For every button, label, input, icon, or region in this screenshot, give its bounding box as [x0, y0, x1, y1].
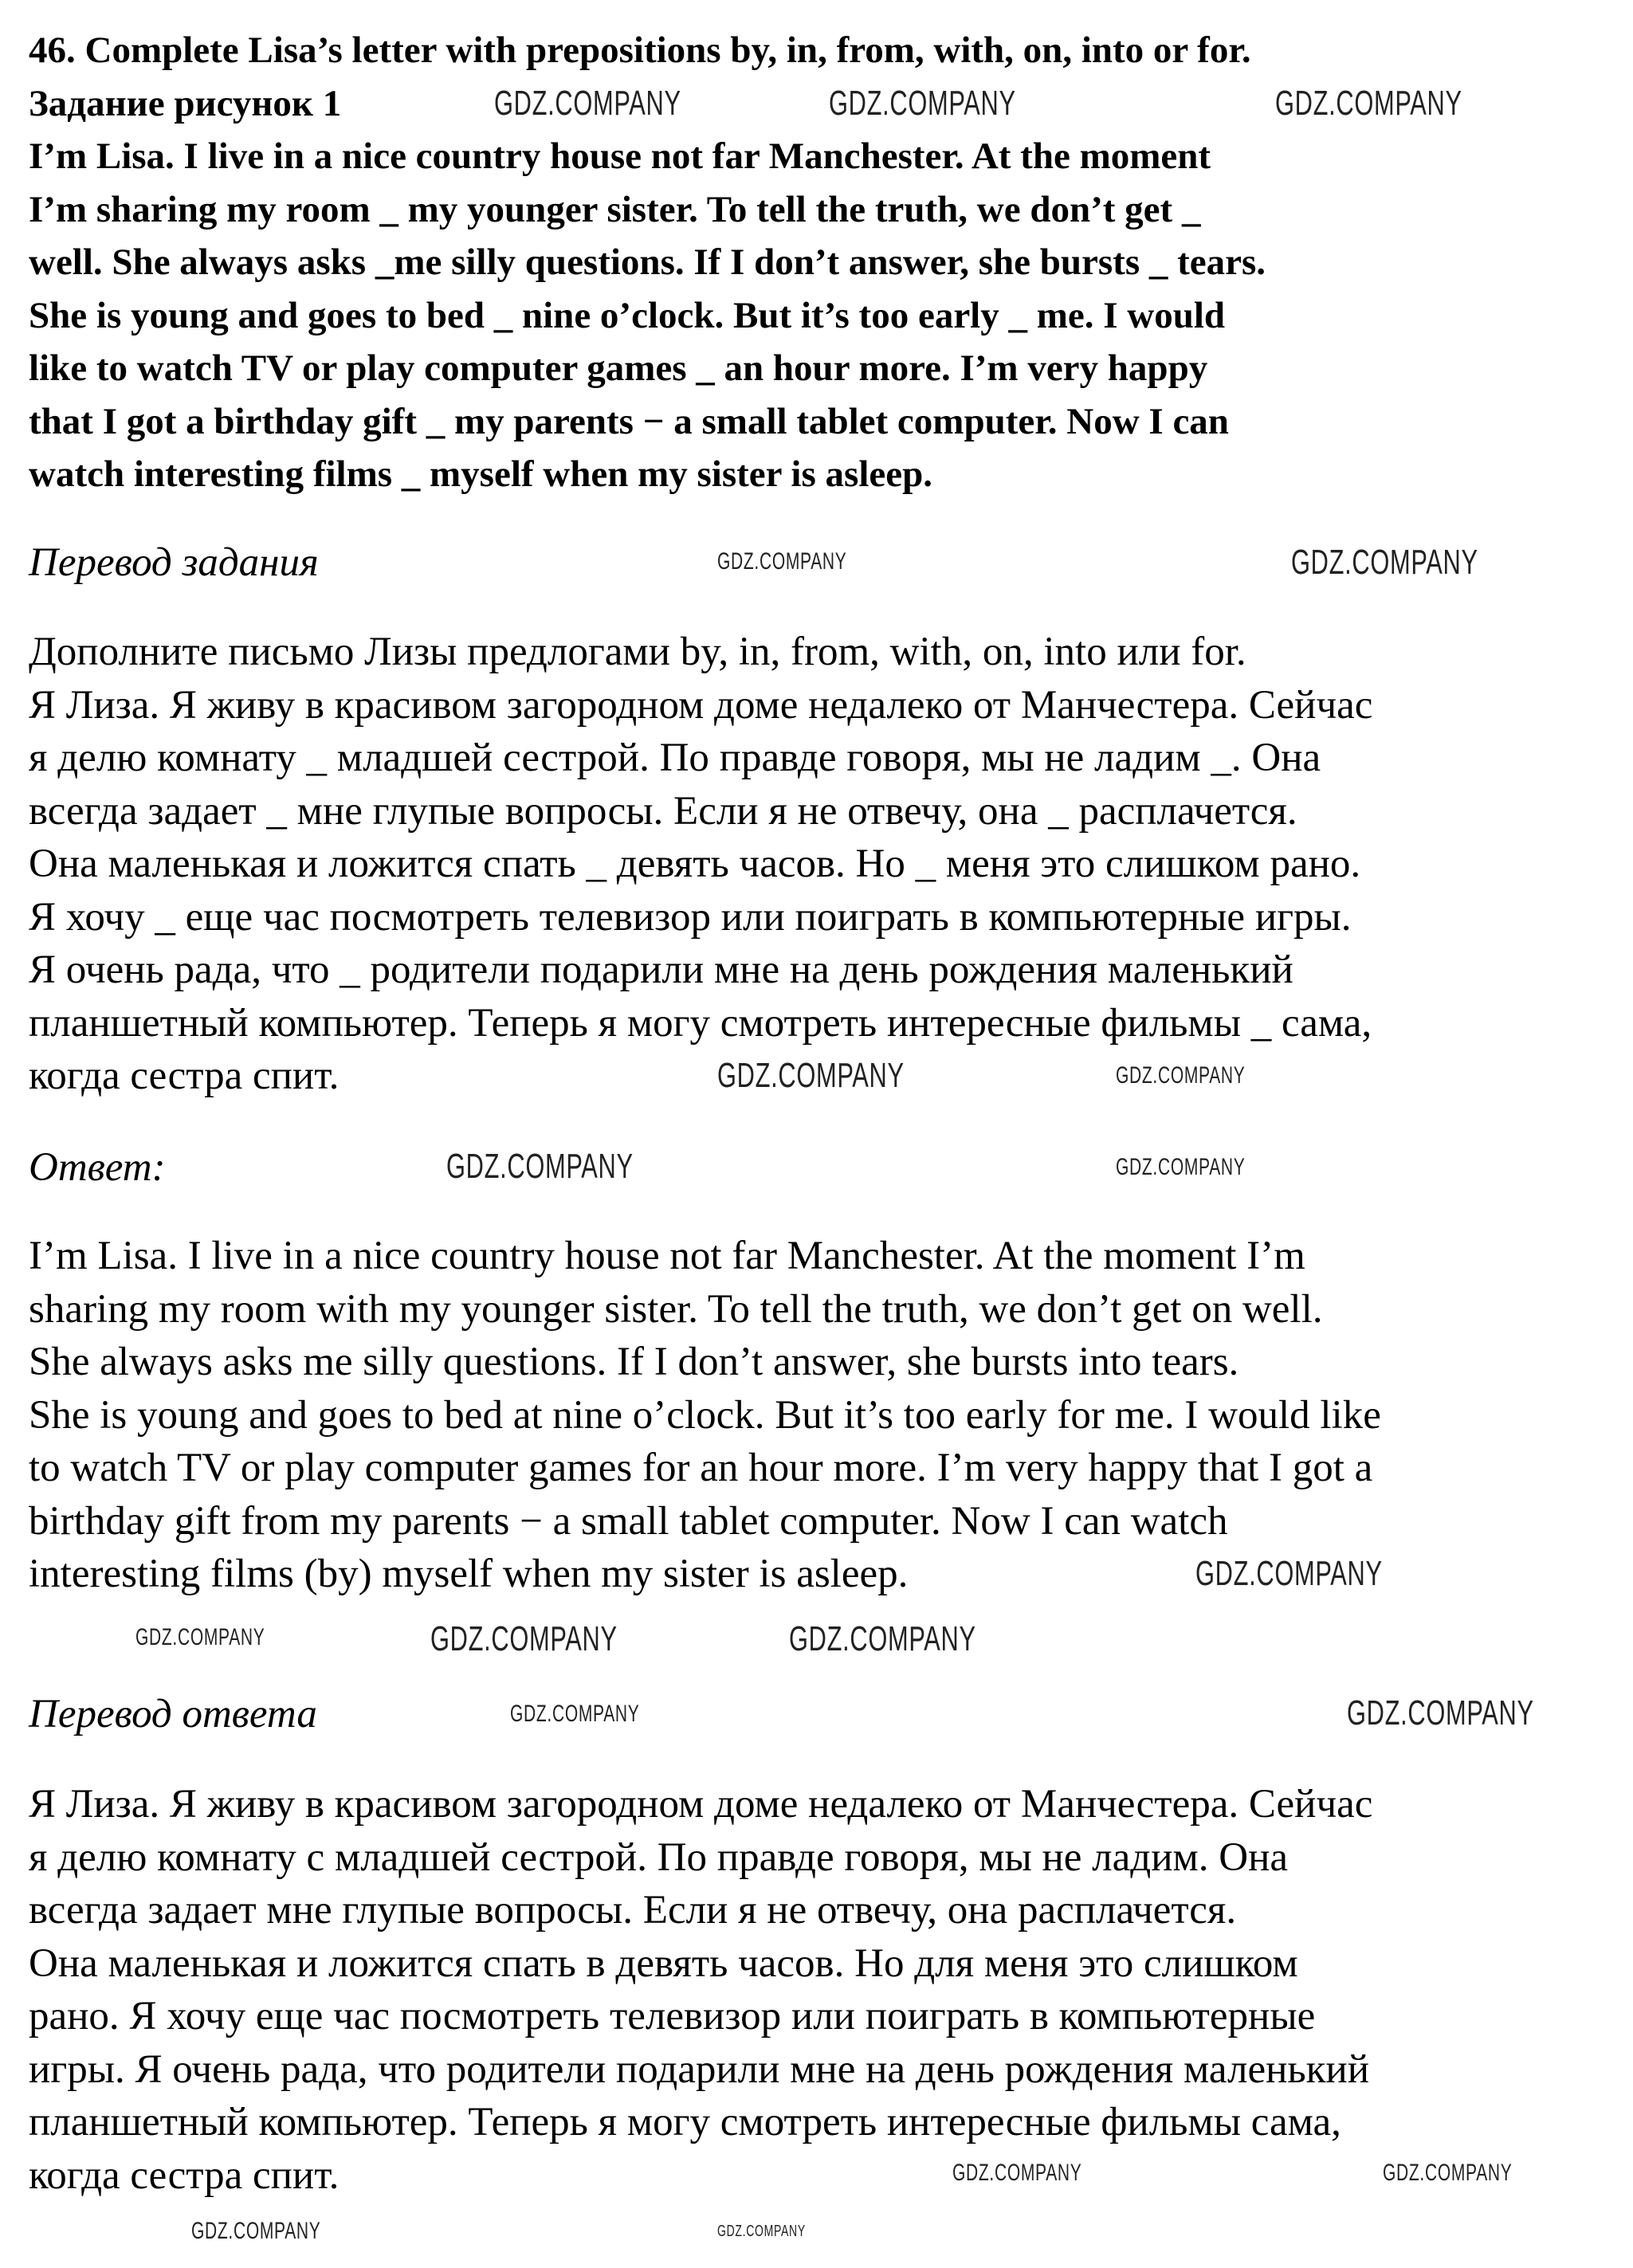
- watermark: GDZ.COMPANY: [1116, 1154, 1246, 1180]
- watermark: GDZ.COMPANY: [717, 1056, 905, 1095]
- task-line: I’m Lisa. I live in a nice country house not far Manchester. At the moment: [29, 135, 1211, 177]
- answer-line: interesting films (by) myself when my sister is asleep.: [29, 1552, 909, 1596]
- answer-translation-line: рано. Я хочу еще час посмотреть телевизор или поиграть в компьютерные: [29, 1994, 1316, 2038]
- answer-line: She always asks me silly questions. If I don’t answer, she bursts into tears.: [29, 1340, 1239, 1384]
- answer-translation-line: я делю комнату с младшей сестрой. По правде говоря, мы не ладим. Она: [29, 1834, 1289, 1880]
- watermark: GDZ.COMPANY: [952, 2160, 1082, 2186]
- watermark: GDZ.COMPANY: [1116, 1062, 1246, 1089]
- task-translation-heading: Перевод задания: [29, 540, 319, 585]
- watermark: GDZ.COMPANY: [1347, 1693, 1534, 1732]
- watermark: GDZ.COMPANY: [191, 2218, 321, 2244]
- task-title: 46. Complete Lisa’s letter with prepositions by, in, from, with, on, into or for.: [29, 29, 1251, 71]
- watermark: GDZ.COMPANY: [717, 2223, 806, 2240]
- watermark: GDZ.COMPANY: [789, 1619, 976, 1658]
- translation-line: Я хочу _ еще час посмотреть телевизор или поиграть в компьютерные игры.: [29, 894, 1352, 940]
- task-translation-text: [29, 626, 1617, 1103]
- watermark: GDZ.COMPANY: [1195, 1554, 1383, 1593]
- answer-translation-line: когда сестра спит.: [29, 2152, 340, 2198]
- answer-translation-text: [29, 1778, 1617, 2202]
- task-line: I’m sharing my room _ my younger sister. To tell the truth, we don’t get _: [29, 188, 1201, 230]
- answer-line: She is young and goes to bed at nine o’clock. But it’s too early for me. I would like: [29, 1392, 1381, 1438]
- answer-line: birthday gift from my parents − a small tablet computer. Now I can watch: [29, 1498, 1228, 1544]
- answer-text: [29, 1230, 1617, 1601]
- watermark: GDZ.COMPANY: [1383, 2160, 1513, 2186]
- task-line: She is young and goes to bed _ nine o’clock. But it’s too early _ me. I would: [29, 294, 1226, 336]
- watermark: GDZ.COMPANY: [494, 84, 681, 123]
- answer-translation-line: игры. Я очень рада, что родители подарили мне на день рождения маленький: [29, 2046, 1370, 2092]
- translation-line: я делю комнату _ младшей сестрой. По правде говоря, мы не ладим _. Она: [29, 736, 1321, 780]
- translation-line: Я Лиза. Я живу в красивом загородном доме недалеко от Манчестера. Сейчас: [29, 682, 1373, 728]
- answer-heading: Ответ:: [29, 1145, 166, 1190]
- answer-translation-line: Я Лиза. Я живу в красивом загородном доме недалеко от Манчестера. Сейчас: [29, 1782, 1373, 1827]
- translation-line: Она маленькая и ложится спать _ девять часов. Но _ меня это слишком рано.: [29, 842, 1361, 886]
- answer-translation-line: планшетный компьютер. Теперь я могу смотреть интересные фильмы сама,: [29, 2100, 1341, 2144]
- watermark: GDZ.COMPANY: [1291, 543, 1478, 582]
- watermark: GDZ.COMPANY: [829, 84, 1016, 123]
- task-line: well. She always asks _me silly questions. If I don’t answer, she bursts _ tears.: [29, 241, 1266, 283]
- translation-line: Я очень рада, что _ родители подарили мне на день рождения маленький: [29, 948, 1293, 992]
- task-line: that I got a birthday gift _ my parents − a small tablet computer. Now I can: [29, 400, 1229, 442]
- answer-translation-line: Она маленькая и ложится спать в девять часов. Но для меня это слишком: [29, 1940, 1298, 1986]
- answer-translation-line: всегда задает мне глупые вопросы. Если я не отвечу, она расплачется.: [29, 1888, 1237, 1933]
- watermark: GDZ.COMPANY: [430, 1619, 618, 1658]
- translation-line: планшетный компьютер. Теперь я могу смотреть интересные фильмы _ сама,: [29, 1000, 1372, 1046]
- watermark: GDZ.COMPANY: [510, 1701, 640, 1727]
- task-line: like to watch TV or play computer games _ an hour more. I’m very happy: [29, 347, 1208, 389]
- watermark: GDZ.COMPANY: [446, 1147, 634, 1186]
- task-line: watch interesting films _ myself when my sister is asleep.: [29, 453, 932, 495]
- task-subtitle: Задание рисунок 1: [29, 82, 342, 124]
- watermark: GDZ.COMPANY: [135, 1624, 265, 1650]
- translation-line: когда сестра спит.: [29, 1054, 340, 1098]
- answer-line: I’m Lisa. I live in a nice country house not far Manchester. At the moment I’m: [29, 1234, 1305, 1278]
- translation-line: всегда задает _ мне глупые вопросы. Если я не отвечу, она _ расплачется.: [29, 788, 1297, 834]
- answer-translation-heading: Перевод ответа: [29, 1692, 317, 1736]
- watermark: GDZ.COMPANY: [717, 548, 847, 575]
- translation-line: Дополните письмо Лизы предлогами by, in, from, with, on, into или for.: [29, 630, 1246, 674]
- answer-line: sharing my room with my younger sister. To tell the truth, we don’t get on well.: [29, 1286, 1323, 1332]
- answer-line: to watch TV or play computer games for an hour more. I’m very happy that I got a: [29, 1446, 1373, 1490]
- watermark: GDZ.COMPANY: [1275, 84, 1462, 123]
